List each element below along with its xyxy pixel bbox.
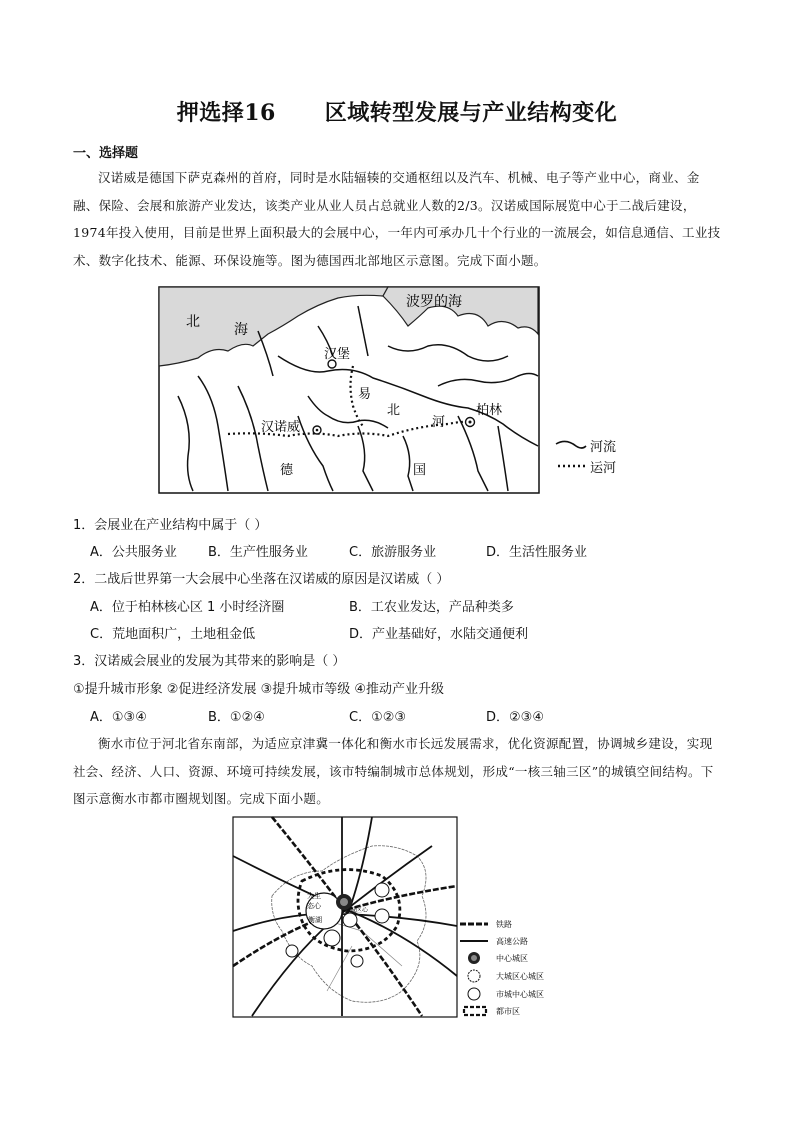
q3-option-c: C．①②③ (349, 710, 407, 725)
label-de: 德 (280, 463, 294, 478)
label-core1: 大生 (307, 892, 321, 900)
question-2-stem: 2．二战后世界第一大会展中心坐落在汉诺威的原因是汉诺威（ ） (73, 572, 450, 587)
question-3-stem: 3．汉诺威会展业的发展为其带来的影响是（ ） (73, 654, 346, 669)
q1-option-b: B．生产性服务业 (208, 545, 308, 560)
page-title: 押选择16 区域转型发展与产业结构变化 (176, 100, 618, 126)
label-yi: 易 (358, 387, 372, 402)
q2-option-a: A．位于柏林核心区 1 小时经济圈 (90, 600, 285, 615)
label-guo: 国 (413, 463, 427, 478)
label-hannover: 汉诺威 (261, 420, 301, 435)
q1-option-c: C．旅游服务业 (349, 545, 437, 560)
label-center: 城区心 (350, 907, 369, 914)
section-heading: 一、选择题 (73, 146, 139, 161)
legend2-center-city: 中心城区 (496, 954, 528, 963)
label-core2: 态心 (307, 902, 321, 910)
label-core3: 衡湖 (308, 916, 322, 924)
legend-canal: 运河 (590, 461, 617, 476)
q3-items: ①提升城市形象 ②促进经济发展 ③提升城市等级 ④推动产业升级 (73, 682, 445, 697)
q3-option-a: A．①③④ (90, 710, 147, 725)
passage-hannover: 汉诺威是德国下萨克森州的首府，同时是水陆辐辏的交通枢纽以及汽车、机械、电子等产业中心，商业、金融、保险、会展和旅游产业发达，该类产业从业人员占总就业人数的2/3。汉诺威国际展览中心于二战后建设，1974年投入使用，目前是世界上面积最大的会展中心，一年内可承办几十个行业的一流展会，如信息通信、工业技术、数字化技术、能源、环保设施等。图为德国西北部地区示意图。完成下面小题。 (73, 170, 721, 268)
hengshui-map (232, 816, 562, 1020)
germany-map (158, 286, 642, 496)
label-baltic: 波罗的海 (406, 294, 462, 310)
q2-option-c: C．荒地面积广，土地租金低 (90, 627, 256, 642)
q1-option-d: D．生活性服务业 (486, 545, 588, 560)
q2-option-d: D．产业基础好，水陆交通便利 (349, 627, 529, 642)
legend-river: 河流 (590, 440, 617, 455)
label-sea: 海 (234, 322, 248, 338)
legend2-railway: 铁路 (496, 920, 512, 929)
legend2-highway: 高速公路 (496, 937, 528, 946)
q2-option-b: B．工农业发达，产品种类多 (349, 600, 514, 615)
q3-option-b: B．①②④ (208, 710, 265, 725)
passage-hengshui: 衡水市位于河北省东南部，为适应京津冀一体化和衡水市长远发展需求，优化资源配置，协调城乡建设，实现社会、经济、人口、资源、环境可持续发展，该市特编制城市总体规划，形成“一核三轴三区”的城镇空间结构。下图示意衡水市都市圈规划图。完成下面小题。 (73, 736, 714, 806)
q3-option-d: D．②③④ (486, 710, 544, 725)
label-berlin: 柏林 (476, 403, 503, 418)
legend2-large-district: 大城区心城区 (496, 972, 544, 981)
legend2-city-center: 市城中心城区 (496, 990, 544, 999)
label-bei: 北 (387, 403, 401, 418)
q1-option-a: A．公共服务业 (90, 545, 177, 560)
label-north: 北 (186, 314, 200, 330)
label-he: 河 (432, 415, 446, 430)
question-1-stem: 1．会展业在产业结构中属于（ ） (73, 518, 268, 533)
label-hamburg: 汉堡 (324, 347, 351, 362)
legend2-metro-area: 都市区 (496, 1007, 520, 1016)
